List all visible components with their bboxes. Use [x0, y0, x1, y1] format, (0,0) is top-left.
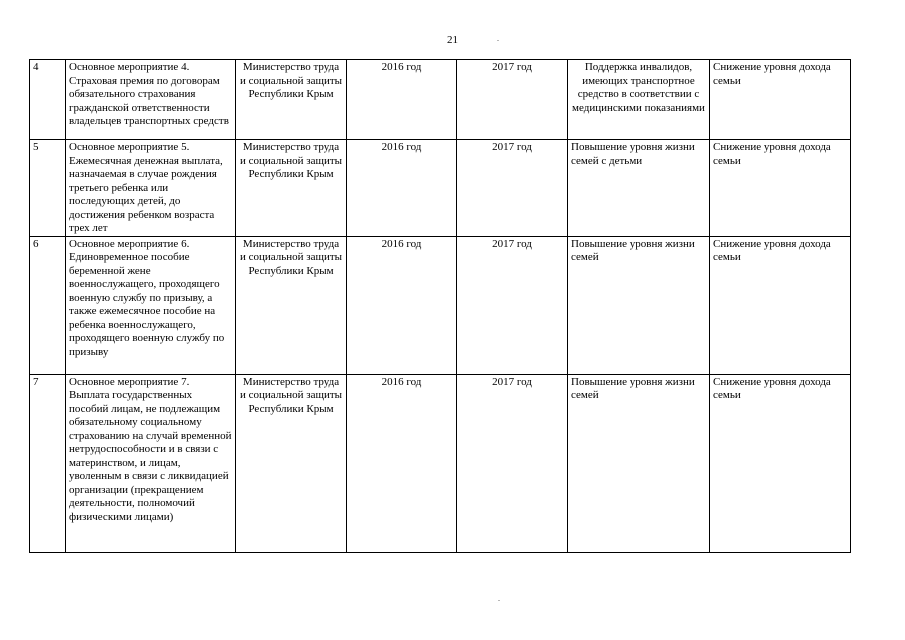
end-year-cell: 2017 год: [457, 374, 568, 552]
executor-cell: Министерство труда и социальной защиты Республики Крым: [236, 60, 347, 140]
consequence-cell: Снижение уровня дохода семьи: [710, 236, 851, 374]
table-row: [30, 374, 851, 552]
executor-cell: Министерство труда и социальной защиты Республики Крым: [236, 374, 347, 552]
executor-cell: Министерство труда и социальной защиты Республики Крым: [236, 236, 347, 374]
table-row: [30, 140, 851, 237]
result-cell: Поддержка инвалидов, имеющих транспортное средство в соответствии с медицинскими показаниями: [568, 60, 710, 140]
table-row: [30, 236, 851, 374]
scan-speck: [497, 40, 499, 41]
end-year-cell: 2017 год: [457, 236, 568, 374]
event-cell: Основное мероприятие 6. Единовременное пособие беременной жене военнослужащего, проходящего военную службу по призыву, а также ежемесячное пособие на ребенка военнослужащего, проходящего военную службу по призыву: [66, 236, 236, 374]
event-cell: Основное мероприятие 7. Выплата государственных пособий лицам, не подлежащим обязательному социальному страхованию на случай временной нетрудоспособности и в связи с материнством, и лицам, уволенным в связи с ликвидацией организации (прекращением деятельности, полномочий физическими лицами): [66, 374, 236, 552]
event-cell: Основное мероприятие 4. Страховая премия по договорам обязательного страхования гражданской ответственности владельцев транспортных средств: [66, 60, 236, 140]
start-year-cell: 2016 год: [347, 236, 457, 374]
measures-table: [29, 59, 851, 553]
consequence-cell: Снижение уровня дохода семьи: [710, 60, 851, 140]
row-number: 4: [30, 60, 66, 140]
start-year-cell: 2016 год: [347, 60, 457, 140]
consequence-cell: Снижение уровня дохода семьи: [710, 140, 851, 237]
row-number: 6: [30, 236, 66, 374]
start-year-cell: 2016 год: [347, 140, 457, 237]
row-number: 5: [30, 140, 66, 237]
result-cell: Повышение уровня жизни семей: [568, 236, 710, 374]
end-year-cell: 2017 год: [457, 60, 568, 140]
result-cell: Повышение уровня жизни семей с детьми: [568, 140, 710, 237]
consequence-cell: Снижение уровня дохода семьи: [710, 374, 851, 552]
scan-speck: [498, 600, 500, 601]
table-row: [30, 60, 851, 140]
result-cell: Повышение уровня жизни семей: [568, 374, 710, 552]
end-year-cell: 2017 год: [457, 140, 568, 237]
start-year-cell: 2016 год: [347, 374, 457, 552]
executor-cell: Министерство труда и социальной защиты Республики Крым: [236, 140, 347, 237]
page-number: 21: [447, 34, 458, 46]
row-number: 7: [30, 374, 66, 552]
event-cell: Основное мероприятие 5. Ежемесячная денежная выплата, назначаемая в случае рождения третьего ребенка или последующих детей, до достижения ребенком возраста трех лет: [66, 140, 236, 237]
